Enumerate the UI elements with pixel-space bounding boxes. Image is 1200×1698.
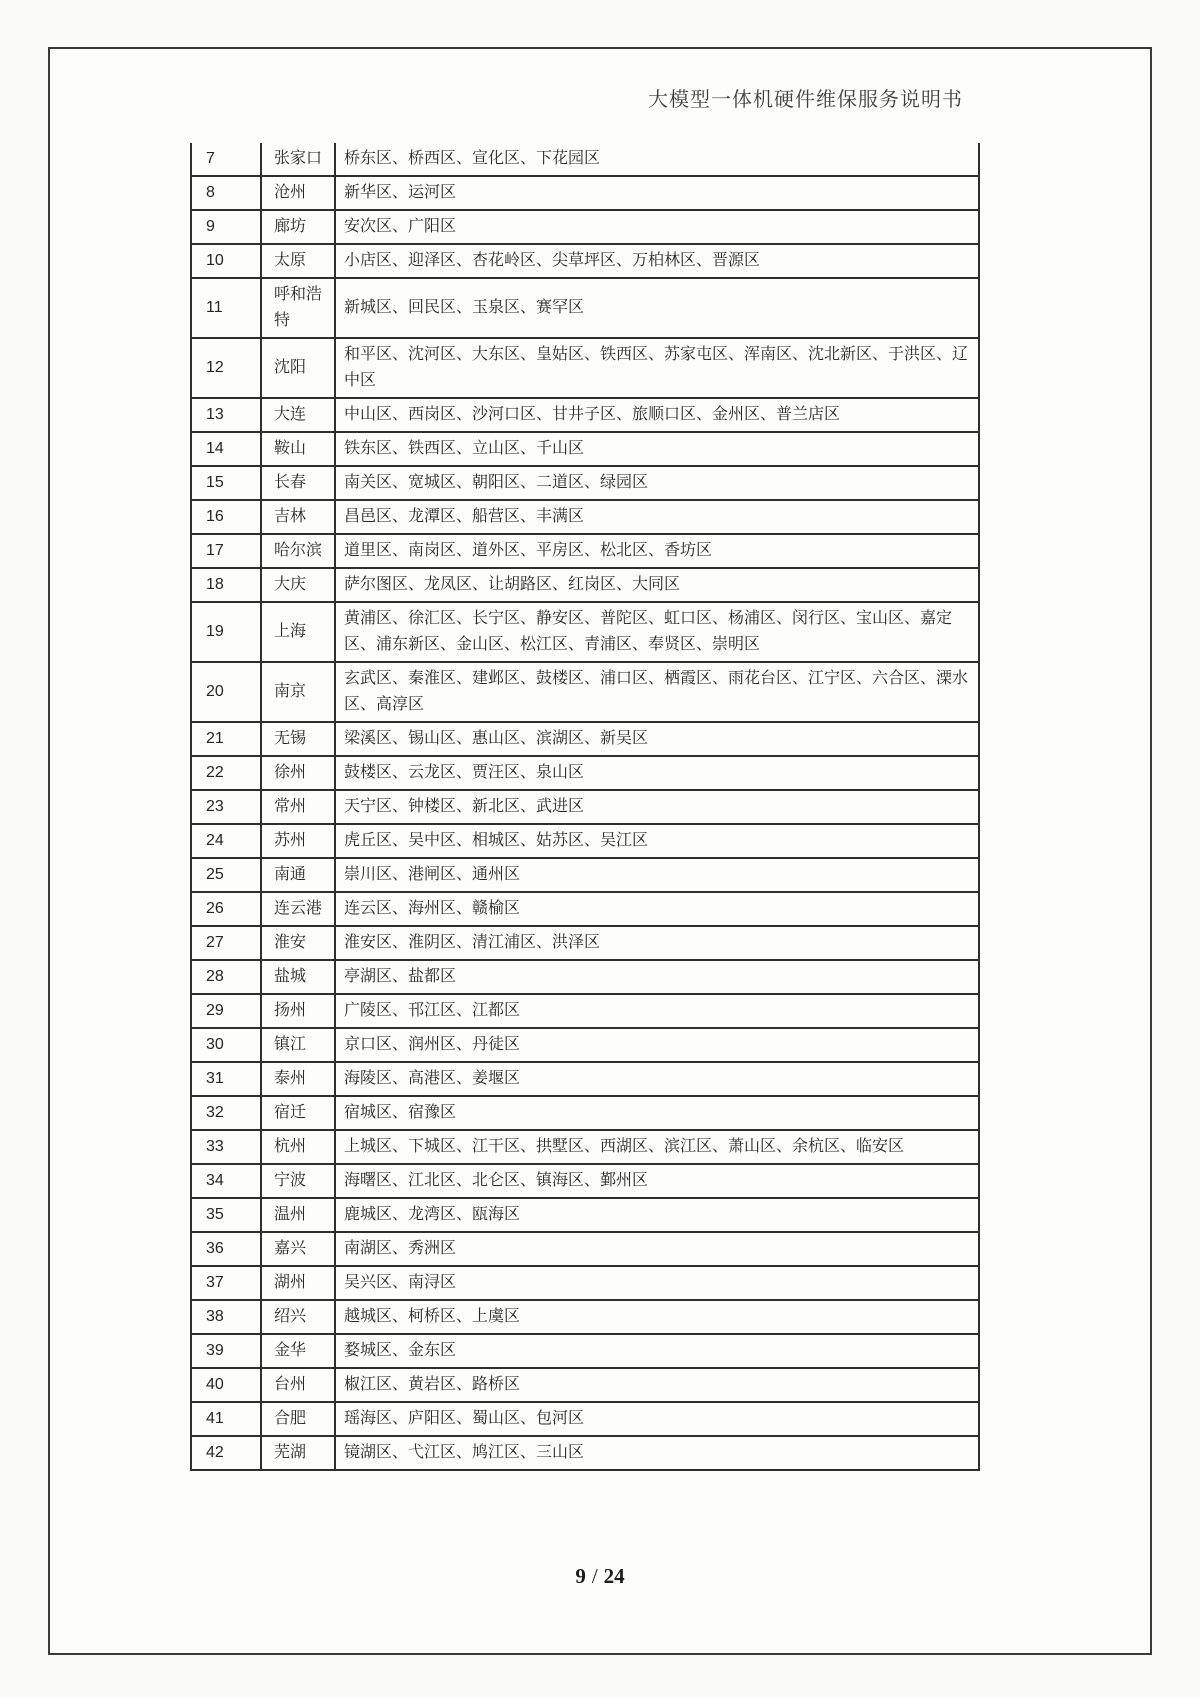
districts-cell: 虎丘区、吴中区、相城区、姑苏区、吴江区	[335, 824, 979, 858]
city-cell: 湖州	[261, 1266, 335, 1300]
table-row	[191, 1096, 979, 1130]
districts-cell: 瑶海区、庐阳区、蜀山区、包河区	[335, 1402, 979, 1436]
table-row	[191, 602, 979, 662]
districts-cell: 黄浦区、徐汇区、长宁区、静安区、普陀区、虹口区、杨浦区、闵行区、宝山区、嘉定区、浦东新区、金山区、松江区、青浦区、奉贤区、崇明区	[335, 602, 979, 662]
districts-cell: 桥东区、桥西区、宣化区、下花园区	[335, 143, 979, 176]
city-cell: 宿迁	[261, 1096, 335, 1130]
districts-cell: 海曙区、江北区、北仑区、镇海区、鄞州区	[335, 1164, 979, 1198]
table-row	[191, 662, 979, 722]
table-row	[191, 278, 979, 338]
table-row	[191, 398, 979, 432]
table-row	[191, 338, 979, 398]
districts-cell: 连云区、海州区、赣榆区	[335, 892, 979, 926]
districts-cell: 越城区、柯桥区、上虞区	[335, 1300, 979, 1334]
districts-cell: 京口区、润州区、丹徒区	[335, 1028, 979, 1062]
city-cell: 徐州	[261, 756, 335, 790]
table-row	[191, 1062, 979, 1096]
districts-cell: 梁溪区、锡山区、惠山区、滨湖区、新吴区	[335, 722, 979, 756]
districts-cell: 鹿城区、龙湾区、瓯海区	[335, 1198, 979, 1232]
city-cell: 芜湖	[261, 1436, 335, 1470]
page-number-separator: /	[591, 1564, 598, 1588]
city-cell: 张家口	[261, 143, 335, 176]
row-number-cell: 30	[191, 1028, 261, 1062]
row-number-cell: 37	[191, 1266, 261, 1300]
table-row	[191, 756, 979, 790]
districts-cell: 海陵区、高港区、姜堰区	[335, 1062, 979, 1096]
row-number-cell: 32	[191, 1096, 261, 1130]
city-cell: 无锡	[261, 722, 335, 756]
row-number-cell: 35	[191, 1198, 261, 1232]
city-cell: 哈尔滨	[261, 534, 335, 568]
table-row	[191, 534, 979, 568]
table-row	[191, 143, 979, 176]
row-number-cell: 28	[191, 960, 261, 994]
city-cell: 苏州	[261, 824, 335, 858]
districts-cell: 椒江区、黄岩区、路桥区	[335, 1368, 979, 1402]
table-row	[191, 1130, 979, 1164]
districts-cell: 崇川区、港闸区、通州区	[335, 858, 979, 892]
city-cell: 大连	[261, 398, 335, 432]
city-cell: 南通	[261, 858, 335, 892]
table-row	[191, 432, 979, 466]
table-row	[191, 1300, 979, 1334]
table-row	[191, 892, 979, 926]
row-number-cell: 33	[191, 1130, 261, 1164]
city-cell: 太原	[261, 244, 335, 278]
row-number-cell: 8	[191, 176, 261, 210]
city-table-body	[191, 143, 979, 1470]
table-row	[191, 926, 979, 960]
table-row	[191, 960, 979, 994]
row-number-cell: 9	[191, 210, 261, 244]
city-cell: 淮安	[261, 926, 335, 960]
districts-cell: 鼓楼区、云龙区、贾汪区、泉山区	[335, 756, 979, 790]
districts-cell: 上城区、下城区、江干区、拱墅区、西湖区、滨江区、萧山区、余杭区、临安区	[335, 1130, 979, 1164]
districts-cell: 宿城区、宿豫区	[335, 1096, 979, 1130]
city-cell: 长春	[261, 466, 335, 500]
row-number-cell: 10	[191, 244, 261, 278]
districts-cell: 中山区、西岗区、沙河口区、甘井子区、旅顺口区、金州区、普兰店区	[335, 398, 979, 432]
districts-cell: 南关区、宽城区、朝阳区、二道区、绿园区	[335, 466, 979, 500]
page-number-footer	[50, 1564, 1150, 1589]
row-number-cell: 16	[191, 500, 261, 534]
districts-cell: 广陵区、邗江区、江都区	[335, 994, 979, 1028]
city-cell: 台州	[261, 1368, 335, 1402]
city-cell: 鞍山	[261, 432, 335, 466]
city-districts-table	[190, 143, 980, 1471]
row-number-cell: 12	[191, 338, 261, 398]
table-row	[191, 994, 979, 1028]
city-cell: 廊坊	[261, 210, 335, 244]
city-cell: 盐城	[261, 960, 335, 994]
districts-cell: 铁东区、铁西区、立山区、千山区	[335, 432, 979, 466]
city-cell: 宁波	[261, 1164, 335, 1198]
row-number-cell: 38	[191, 1300, 261, 1334]
city-cell: 嘉兴	[261, 1232, 335, 1266]
row-number-cell: 39	[191, 1334, 261, 1368]
districts-cell: 玄武区、秦淮区、建邺区、鼓楼区、浦口区、栖霞区、雨花台区、江宁区、六合区、溧水区、高淳区	[335, 662, 979, 722]
row-number-cell: 31	[191, 1062, 261, 1096]
row-number-cell: 27	[191, 926, 261, 960]
districts-cell: 淮安区、淮阴区、清江浦区、洪泽区	[335, 926, 979, 960]
table-row	[191, 1402, 979, 1436]
districts-cell: 南湖区、秀洲区	[335, 1232, 979, 1266]
districts-cell: 亭湖区、盐都区	[335, 960, 979, 994]
row-number-cell: 14	[191, 432, 261, 466]
row-number-cell: 21	[191, 722, 261, 756]
districts-cell: 镜湖区、弋江区、鸠江区、三山区	[335, 1436, 979, 1470]
row-number-cell: 17	[191, 534, 261, 568]
city-cell: 镇江	[261, 1028, 335, 1062]
table-row	[191, 824, 979, 858]
row-number-cell: 23	[191, 790, 261, 824]
table-row	[191, 1232, 979, 1266]
table-row	[191, 858, 979, 892]
districts-cell: 和平区、沈河区、大东区、皇姑区、铁西区、苏家屯区、浑南区、沈北新区、于洪区、辽中区	[335, 338, 979, 398]
row-number-cell: 29	[191, 994, 261, 1028]
city-cell: 大庆	[261, 568, 335, 602]
row-number-cell: 36	[191, 1232, 261, 1266]
districts-cell: 婺城区、金东区	[335, 1334, 979, 1368]
city-cell: 呼和浩特	[261, 278, 335, 338]
row-number-cell: 15	[191, 466, 261, 500]
districts-cell: 新城区、回民区、玉泉区、赛罕区	[335, 278, 979, 338]
districts-cell: 新华区、运河区	[335, 176, 979, 210]
districts-cell: 安次区、广阳区	[335, 210, 979, 244]
row-number-cell: 34	[191, 1164, 261, 1198]
row-number-cell: 18	[191, 568, 261, 602]
table-row	[191, 790, 979, 824]
city-cell: 杭州	[261, 1130, 335, 1164]
table-row	[191, 1436, 979, 1470]
districts-cell: 吴兴区、南浔区	[335, 1266, 979, 1300]
row-number-cell: 40	[191, 1368, 261, 1402]
table-row	[191, 176, 979, 210]
city-cell: 上海	[261, 602, 335, 662]
city-cell: 常州	[261, 790, 335, 824]
table-row	[191, 466, 979, 500]
table-row	[191, 210, 979, 244]
row-number-cell: 7	[191, 143, 261, 176]
districts-cell: 道里区、南岗区、道外区、平房区、松北区、香坊区	[335, 534, 979, 568]
city-cell: 绍兴	[261, 1300, 335, 1334]
table-row	[191, 722, 979, 756]
city-cell: 合肥	[261, 1402, 335, 1436]
city-cell: 泰州	[261, 1062, 335, 1096]
total-page-count: 24	[603, 1564, 625, 1588]
districts-cell: 萨尔图区、龙凤区、让胡路区、红岗区、大同区	[335, 568, 979, 602]
row-number-cell: 20	[191, 662, 261, 722]
table-row	[191, 1198, 979, 1232]
table-row	[191, 1368, 979, 1402]
city-cell: 沈阳	[261, 338, 335, 398]
row-number-cell: 41	[191, 1402, 261, 1436]
city-cell: 扬州	[261, 994, 335, 1028]
row-number-cell: 13	[191, 398, 261, 432]
row-number-cell: 26	[191, 892, 261, 926]
row-number-cell: 22	[191, 756, 261, 790]
row-number-cell: 25	[191, 858, 261, 892]
current-page-number: 9	[575, 1564, 586, 1588]
city-cell: 温州	[261, 1198, 335, 1232]
table-row	[191, 244, 979, 278]
table-row	[191, 1334, 979, 1368]
table-row	[191, 1164, 979, 1198]
row-number-cell: 11	[191, 278, 261, 338]
city-cell: 金华	[261, 1334, 335, 1368]
districts-cell: 小店区、迎泽区、杏花岭区、尖草坪区、万柏林区、晋源区	[335, 244, 979, 278]
city-cell: 吉林	[261, 500, 335, 534]
districts-cell: 天宁区、钟楼区、新北区、武进区	[335, 790, 979, 824]
row-number-cell: 24	[191, 824, 261, 858]
row-number-cell: 42	[191, 1436, 261, 1470]
city-cell: 南京	[261, 662, 335, 722]
document-header-title: 大模型一体机硬件维保服务说明书	[648, 89, 963, 111]
city-cell: 沧州	[261, 176, 335, 210]
page-border	[48, 47, 1152, 1655]
city-cell: 连云港	[261, 892, 335, 926]
table-row	[191, 1266, 979, 1300]
table-row	[191, 1028, 979, 1062]
table-row	[191, 500, 979, 534]
table-row	[191, 568, 979, 602]
districts-cell: 昌邑区、龙潭区、船营区、丰满区	[335, 500, 979, 534]
row-number-cell: 19	[191, 602, 261, 662]
